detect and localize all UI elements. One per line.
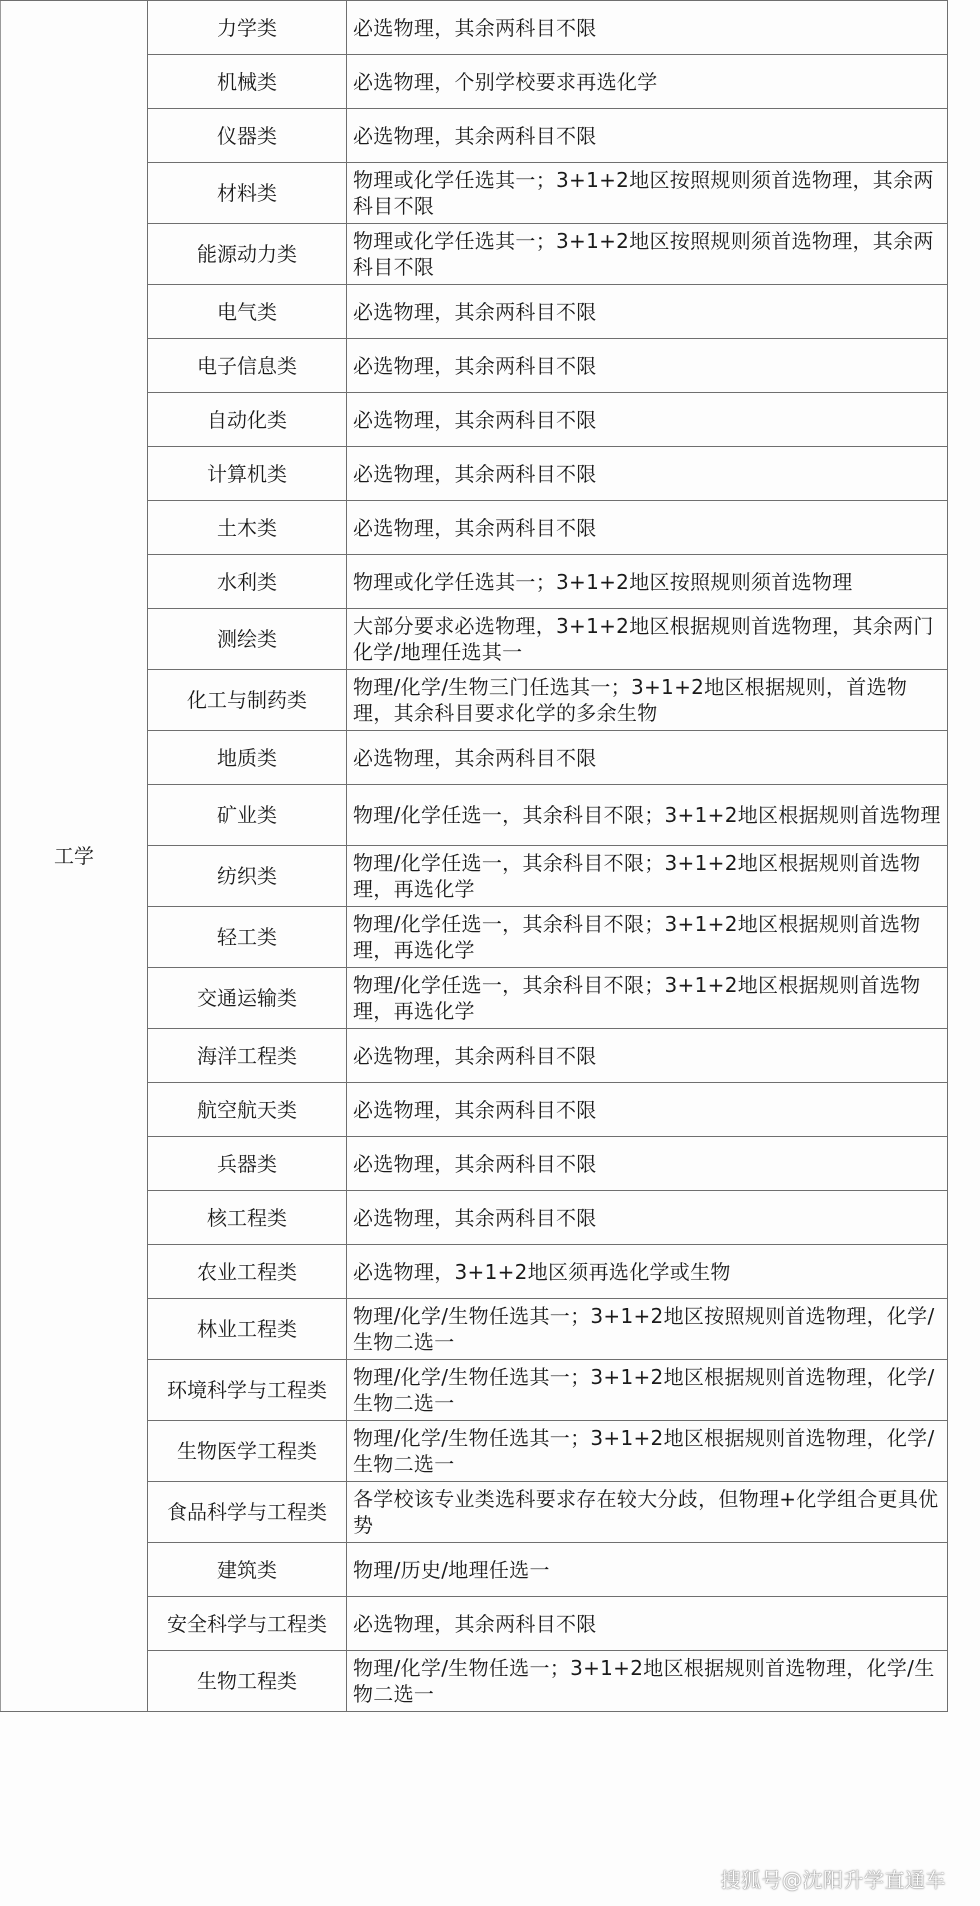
requirement-text: 必选物理，其余两科目不限 xyxy=(347,109,948,163)
major-name: 地质类 xyxy=(148,731,347,785)
requirement-text: 必选物理，其余两科目不限 xyxy=(347,285,948,339)
requirement-text: 物理/化学任选一，其余科目不限；3+1+2地区根据规则首选物理，再选化学 xyxy=(347,846,948,907)
requirement-text: 物理/化学/生物任选其一；3+1+2地区按照规则首选物理，化学/生物二选一 xyxy=(347,1299,948,1360)
requirement-text: 物理或化学任选其一；3+1+2地区按照规则须首选物理，其余两科目不限 xyxy=(347,163,948,224)
major-name: 兵器类 xyxy=(148,1137,347,1191)
requirement-text: 各学校该专业类选科要求存在较大分歧，但物理+化学组合更具优势 xyxy=(347,1482,948,1543)
requirement-text: 物理/化学/生物三门任选其一；3+1+2地区根据规则，首选物理，其余科目要求化学的多余生物 xyxy=(347,670,948,731)
requirement-text: 必选物理，其余两科目不限 xyxy=(347,1083,948,1137)
major-name: 力学类 xyxy=(148,1,347,55)
major-name: 安全科学与工程类 xyxy=(148,1597,347,1651)
major-name: 纺织类 xyxy=(148,846,347,907)
requirement-text: 必选物理，个别学校要求再选化学 xyxy=(347,55,948,109)
major-name: 测绘类 xyxy=(148,609,347,670)
requirement-text: 物理/化学/生物任选一；3+1+2地区根据规则首选物理，化学/生物二选一 xyxy=(347,1651,948,1712)
major-name: 生物工程类 xyxy=(148,1651,347,1712)
major-name: 计算机类 xyxy=(148,447,347,501)
major-name: 海洋工程类 xyxy=(148,1029,347,1083)
requirement-text: 物理/化学/生物任选其一；3+1+2地区根据规则首选物理，化学/生物二选一 xyxy=(347,1360,948,1421)
major-name: 能源动力类 xyxy=(148,224,347,285)
requirement-text: 必选物理，其余两科目不限 xyxy=(347,1191,948,1245)
major-name: 仪器类 xyxy=(148,109,347,163)
watermark: 搜狐号@沈阳升学直通车 xyxy=(720,1868,946,1892)
requirement-text: 必选物理，其余两科目不限 xyxy=(347,393,948,447)
major-name: 环境科学与工程类 xyxy=(148,1360,347,1421)
requirement-text: 必选物理，其余两科目不限 xyxy=(347,1029,948,1083)
major-name: 水利类 xyxy=(148,555,347,609)
major-name: 农业工程类 xyxy=(148,1245,347,1299)
major-name: 矿业类 xyxy=(148,785,347,846)
major-name: 航空航天类 xyxy=(148,1083,347,1137)
table-row xyxy=(1,1,948,55)
major-name: 自动化类 xyxy=(148,393,347,447)
requirement-text: 物理或化学任选其一；3+1+2地区按照规则须首选物理 xyxy=(347,555,948,609)
requirement-text: 必选物理，其余两科目不限 xyxy=(347,1,948,55)
major-name: 轻工类 xyxy=(148,907,347,968)
requirement-text: 物理/化学任选一，其余科目不限；3+1+2地区根据规则首选物理，再选化学 xyxy=(347,907,948,968)
requirement-text: 物理/历史/地理任选一 xyxy=(347,1543,948,1597)
requirement-text: 物理/化学任选一，其余科目不限；3+1+2地区根据规则首选物理，再选化学 xyxy=(347,968,948,1029)
requirement-text: 大部分要求必选物理，3+1+2地区根据规则首选物理，其余两门化学/地理任选其一 xyxy=(347,609,948,670)
requirement-text: 必选物理，其余两科目不限 xyxy=(347,447,948,501)
major-name: 林业工程类 xyxy=(148,1299,347,1360)
requirement-text: 必选物理，3+1+2地区须再选化学或生物 xyxy=(347,1245,948,1299)
major-name: 机械类 xyxy=(148,55,347,109)
requirement-text: 必选物理，其余两科目不限 xyxy=(347,339,948,393)
requirement-text: 物理/化学/生物任选其一；3+1+2地区根据规则首选物理，化学/生物二选一 xyxy=(347,1421,948,1482)
major-name: 土木类 xyxy=(148,501,347,555)
major-name: 生物医学工程类 xyxy=(148,1421,347,1482)
requirement-text: 必选物理，其余两科目不限 xyxy=(347,1137,948,1191)
major-name: 建筑类 xyxy=(148,1543,347,1597)
major-name: 电子信息类 xyxy=(148,339,347,393)
requirement-text: 物理或化学任选其一；3+1+2地区按照规则须首选物理，其余两科目不限 xyxy=(347,224,948,285)
major-name: 食品科学与工程类 xyxy=(148,1482,347,1543)
major-name: 电气类 xyxy=(148,285,347,339)
requirement-text: 必选物理，其余两科目不限 xyxy=(347,731,948,785)
major-name: 交通运输类 xyxy=(148,968,347,1029)
requirement-text: 物理/化学任选一，其余科目不限；3+1+2地区根据规则首选物理 xyxy=(347,785,948,846)
requirement-text: 必选物理，其余两科目不限 xyxy=(347,501,948,555)
major-name: 材料类 xyxy=(148,163,347,224)
requirement-text: 必选物理，其余两科目不限 xyxy=(347,1597,948,1651)
category-cell: 工学 xyxy=(1,1,148,1712)
major-name: 化工与制药类 xyxy=(148,670,347,731)
major-name: 核工程类 xyxy=(148,1191,347,1245)
